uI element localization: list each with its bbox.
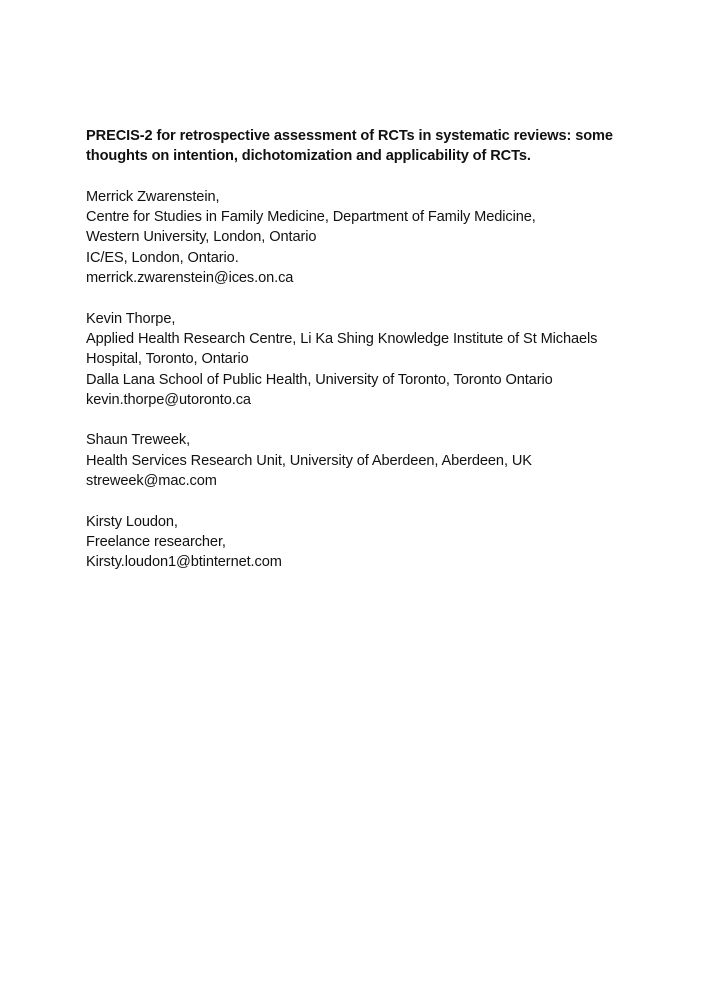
title-line: PRECIS-2 for retrospective assessment of RCTs in systematic reviews: some bbox=[86, 128, 613, 144]
author-name: Merrick Zwarenstein, bbox=[86, 188, 220, 205]
author-affiliation: Hospital, Toronto, Ontario bbox=[86, 351, 249, 368]
author-affiliation: Centre for Studies in Family Medicine, Department of Family Medicine, bbox=[86, 209, 536, 226]
author-block-treweek bbox=[86, 430, 646, 491]
author-email: kevin.thorpe@utoronto.ca bbox=[86, 391, 251, 408]
author-name: Kirsty Loudon, bbox=[86, 513, 178, 530]
author-affiliation: Dalla Lana School of Public Health, University of Toronto, Toronto Ontario bbox=[86, 371, 553, 388]
author-name: Shaun Treweek, bbox=[86, 432, 191, 449]
document-title bbox=[86, 126, 646, 167]
author-affiliation: Health Services Research Unit, University of Aberdeen, Aberdeen, UK bbox=[86, 452, 532, 469]
author-name: Kevin Thorpe, bbox=[86, 310, 176, 327]
author-affiliation: Freelance researcher, bbox=[86, 533, 226, 550]
author-affiliation: Applied Health Research Centre, Li Ka Shing Knowledge Institute of St Michaels bbox=[86, 330, 598, 347]
author-block-thorpe bbox=[86, 309, 646, 410]
author-email: Kirsty.loudon1@btinternet.com bbox=[86, 554, 282, 571]
author-affiliation: IC/ES, London, Ontario. bbox=[86, 249, 239, 266]
document-content bbox=[86, 126, 646, 573]
author-email: streweek@mac.com bbox=[86, 473, 217, 490]
author-block-loudon bbox=[86, 512, 646, 573]
author-affiliation: Western University, London, Ontario bbox=[86, 229, 317, 246]
author-block-zwarenstein bbox=[86, 187, 646, 288]
title-line: thoughts on intention, dichotomization and applicability of RCTs. bbox=[86, 148, 531, 165]
author-email: merrick.zwarenstein@ices.on.ca bbox=[86, 270, 294, 287]
